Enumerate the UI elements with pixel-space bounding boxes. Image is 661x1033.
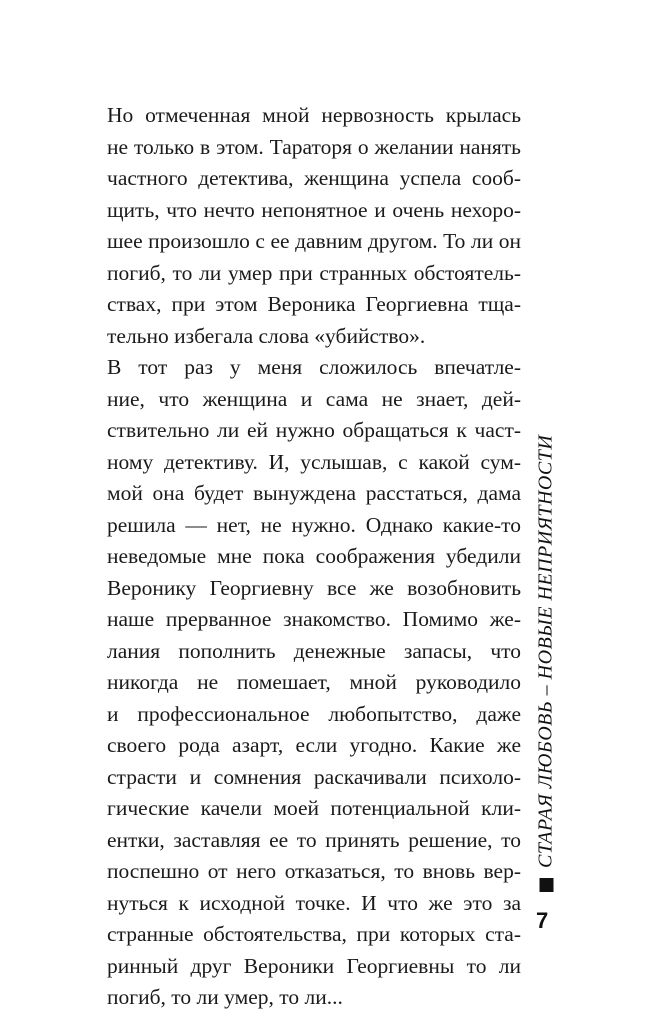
text-line: поспешно от него отказаться, то вновь вер- (107, 859, 521, 883)
text-line: ному детективу. И, услышав, с какой сум- (107, 449, 521, 474)
text-line: щить, что нечто непонятное и очень нехоро- (107, 197, 521, 222)
text-line: мой она будет вынуждена расстаться, дама (107, 481, 521, 505)
text-line: Веронику Георгиевну все же возобновить (107, 575, 521, 600)
text-line: тельно избегала слова «убийство». (107, 323, 426, 348)
text-line: никогда не помешает, мной руководило (107, 670, 521, 694)
text-line: гические качели моей потенциальной кли- (107, 796, 521, 820)
text-line: частного детектива, женщина успела сооб- (107, 166, 521, 190)
text-line: неведомые мне пока соображения убедили (107, 544, 521, 568)
running-head (530, 434, 562, 892)
text-line: ние, что женщина и сама не знает, дей- (107, 386, 521, 411)
running-head-title: СТАРАЯ ЛЮБОВЬ – НОВЫЕ НЕПРИЯТНОСТИ (534, 434, 557, 868)
text-line: страсти и сомнения раскачивали психоло- (107, 764, 521, 789)
body-text (107, 100, 521, 1014)
text-line: шее произошло с ее давним другом. То ли он (107, 229, 521, 253)
page-number: 7 (536, 908, 549, 933)
text-line: Но отмеченная мной нервозность крылась (107, 103, 521, 127)
text-line: ринный друг Вероники Георгиевны то ли (107, 953, 521, 978)
text-line: погиб, то ли умер при странных обстоятель- (107, 260, 521, 285)
text-line: ствительно ли ей нужно обращаться к част- (107, 418, 521, 442)
text-line: своего рода азарт, если угодно. Какие же (107, 733, 521, 757)
text-line: наше прерванное знакомство. Помимо же- (107, 607, 521, 631)
text-line: В тот раз у меня сложилось впечатле- (107, 355, 521, 379)
text-line: лания пополнить денежные запасы, что (107, 638, 521, 663)
text-line: и профессиональное любопытство, даже (107, 701, 521, 726)
text-line: ствах, при этом Вероника Георгиевна тща- (107, 292, 521, 316)
text-line: странные обстоятельства, при которых ста- (107, 922, 521, 946)
square-marker-icon (539, 878, 553, 892)
text-line: не только в этом. Тараторя о желании нанять (107, 134, 521, 159)
text-line: ентки, заставляя ее то принять решение, то (107, 827, 521, 852)
text-line: нуться к исходной точке. И что же это за (107, 890, 521, 915)
text-line: погиб, то ли умер, то ли... (107, 985, 343, 1009)
text-line: решила — нет, не нужно. Однако какие-то (107, 512, 521, 537)
